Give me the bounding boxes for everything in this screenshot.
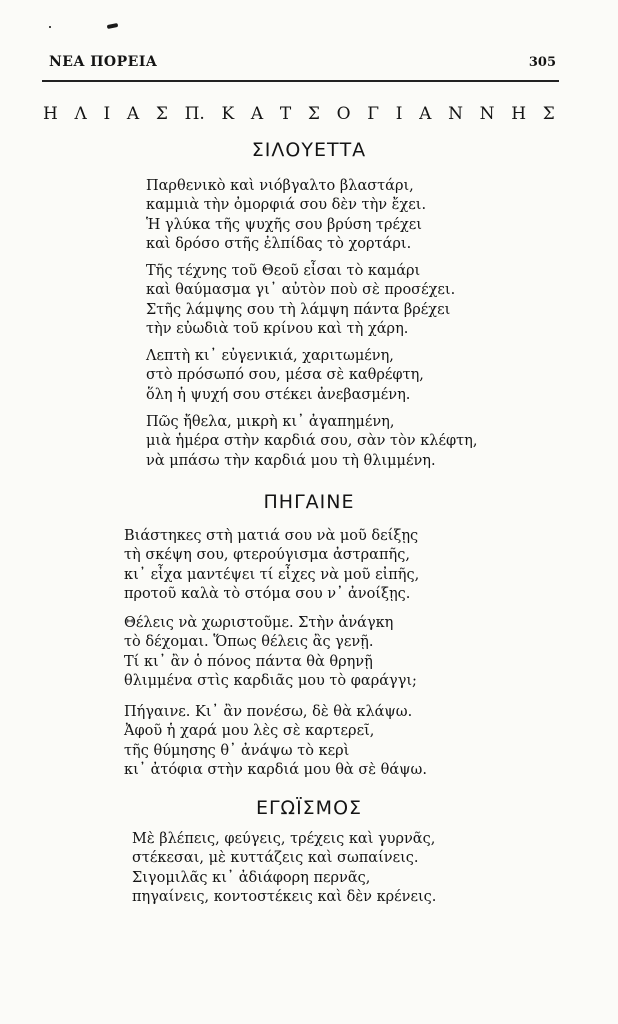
author-letter: Σ bbox=[542, 104, 555, 124]
running-header bbox=[49, 54, 556, 76]
verse-line: Στῆς λάμψης σου τὴ λάμψη πάντα βρέχει bbox=[146, 301, 451, 318]
verse-line: νὰ μπάσω τὴν καρδιά μου τὴ θλιμμένη. bbox=[146, 452, 436, 469]
margin-mark bbox=[49, 26, 51, 28]
verse-line: τὸ δέχομαι. Ὅπως θέλεις ἂς γενῇ. bbox=[124, 634, 374, 651]
author-letter: Σ bbox=[307, 104, 320, 124]
author-name bbox=[43, 104, 555, 124]
author-letter: Α bbox=[419, 104, 432, 124]
verse-line: τῆς θύμησης θ᾽ ἀνάψω τὸ κερὶ bbox=[124, 742, 350, 759]
verse-line: καὶ δρόσο στῆς ἐλπίδας τὸ χορτάρι. bbox=[146, 236, 412, 253]
stanza bbox=[146, 413, 477, 471]
poem-title-pigaine: ΠΗΓΑΙΝΕ bbox=[263, 491, 355, 513]
verse-line: στὸ πρόσωπό σου, μέσα σὲ καθρέφτη, bbox=[146, 367, 424, 384]
author-letter: Ν bbox=[448, 104, 463, 124]
verse-line: Λεπτὴ κι᾽ εὐγενικιά, χαριτωμένη, bbox=[146, 348, 394, 364]
verse-line: Σιγομιλᾶς κι᾽ ἀδιάφορη περνᾶς, bbox=[132, 869, 371, 886]
author-letter: Κ bbox=[221, 104, 235, 124]
verse-line: κι᾽ ἀτόφια στὴν καρδιά μου θὰ σὲ θάψω. bbox=[124, 762, 427, 779]
stanza bbox=[124, 614, 417, 692]
header-rule bbox=[42, 80, 559, 82]
author-letter: Ι bbox=[395, 104, 403, 124]
verse-line: Τῆς τέχνης τοῦ Θεοῦ εἶσαι τὸ καμάρι bbox=[146, 263, 421, 279]
author-letter: Ο bbox=[336, 104, 351, 124]
verse-line: Μὲ βλέπεις, φεύγεις, τρέχεις καὶ γυρνᾶς, bbox=[132, 831, 436, 847]
verse-line: στέκεσαι, μὲ κυττάζεις καὶ σωπαίνεις. bbox=[132, 850, 419, 867]
stanza bbox=[146, 177, 426, 255]
verse-line: προτοῦ καλὰ τὸ στόμα σου ν᾽ ἀνοίξῃς. bbox=[124, 586, 411, 603]
page-number: 305 bbox=[528, 55, 556, 70]
author-letter: Ν bbox=[479, 104, 495, 124]
verse-line: Θέλεις νὰ χωριστοῦμε. Στὴν ἀνάγκη bbox=[124, 615, 394, 631]
author-letter: Η bbox=[43, 104, 58, 124]
verse-line: κι᾽ εἶχα μαντέψει τί εἶχες νὰ μοῦ εἰπῆς, bbox=[124, 566, 420, 583]
verse-line: καὶ θαύμασμα γι᾽ αὐτὸν ποὺ σὲ προσέχει. bbox=[146, 282, 456, 299]
verse-line: πηγαίνεις, κοντοστέκεις καὶ δὲν κρένεις. bbox=[132, 889, 437, 906]
verse-line: Παρθενικὸ καὶ νιόβγαλτο βλαστάρι, bbox=[146, 178, 414, 194]
poem-title-silouetta: ΣΙΛΟΥΕΤΤΑ bbox=[251, 139, 367, 161]
author-letter: Α bbox=[250, 104, 264, 124]
verse-line: τὴ σκέψη σου, φτερούγισμα ἀστραπῆς, bbox=[124, 547, 410, 564]
stanza bbox=[146, 347, 424, 405]
author-letter: Α bbox=[126, 104, 140, 124]
author-letter: Π. bbox=[184, 104, 205, 124]
verse-line: καμμιὰ τὴν ὀμορφιά σου δὲν τὴν ἔχει. bbox=[146, 197, 427, 214]
stanza bbox=[124, 527, 419, 605]
verse-line: Πήγαινε. Κι᾽ ἂν πονέσω, δὲ θὰ κλάψω. bbox=[124, 704, 413, 720]
journal-title: ΝΕΑ ΠΟΡΕΙΑ bbox=[49, 54, 158, 70]
author-letter: Λ bbox=[74, 104, 87, 124]
author-letter: Σ bbox=[155, 104, 168, 124]
stanza bbox=[124, 703, 427, 781]
verse-line: Βιάστηκες στὴ ματιά σου νὰ μοῦ δείξῃς bbox=[124, 528, 419, 544]
verse-line: Τί κι᾽ ἂν ὁ πόνος πάντα θὰ θρηνῇ bbox=[124, 653, 373, 670]
ink-mark bbox=[107, 23, 119, 29]
verse-line: Ἀφοῦ ἡ χαρά μου λὲς σὲ καρτερεῖ, bbox=[124, 723, 375, 740]
verse-line: μιὰ ἡμέρα στὴν καρδιά σου, σὰν τὸν κλέφτη, bbox=[146, 433, 478, 450]
stanza bbox=[146, 262, 455, 340]
stanza bbox=[132, 830, 436, 908]
author-letter: Η bbox=[511, 104, 527, 124]
verse-line: Ἡ γλύκα τῆς ψυχῆς σου βρύση τρέχει bbox=[146, 216, 422, 233]
author-letter: Γ bbox=[367, 104, 380, 124]
verse-line: Πῶς ἤθελα, μικρὴ κι᾽ ἀγαπημένη, bbox=[146, 414, 395, 430]
verse-line: τὴν εὐωδιὰ τοῦ κρίνου καὶ τὴ χάρη. bbox=[146, 321, 409, 338]
author-letter: Ι bbox=[103, 104, 111, 124]
verse-line: ὅλη ἡ ψυχή σου στέκει ἀνεβασμένη. bbox=[146, 386, 411, 403]
verse-line: θλιμμένα στὶς καρδιᾶς μου τὸ φαράγγι; bbox=[124, 673, 417, 690]
author-letter: Τ bbox=[279, 104, 292, 124]
poem-title-egoismos: ΕΓΩΪΣΜΟΣ bbox=[255, 797, 363, 819]
